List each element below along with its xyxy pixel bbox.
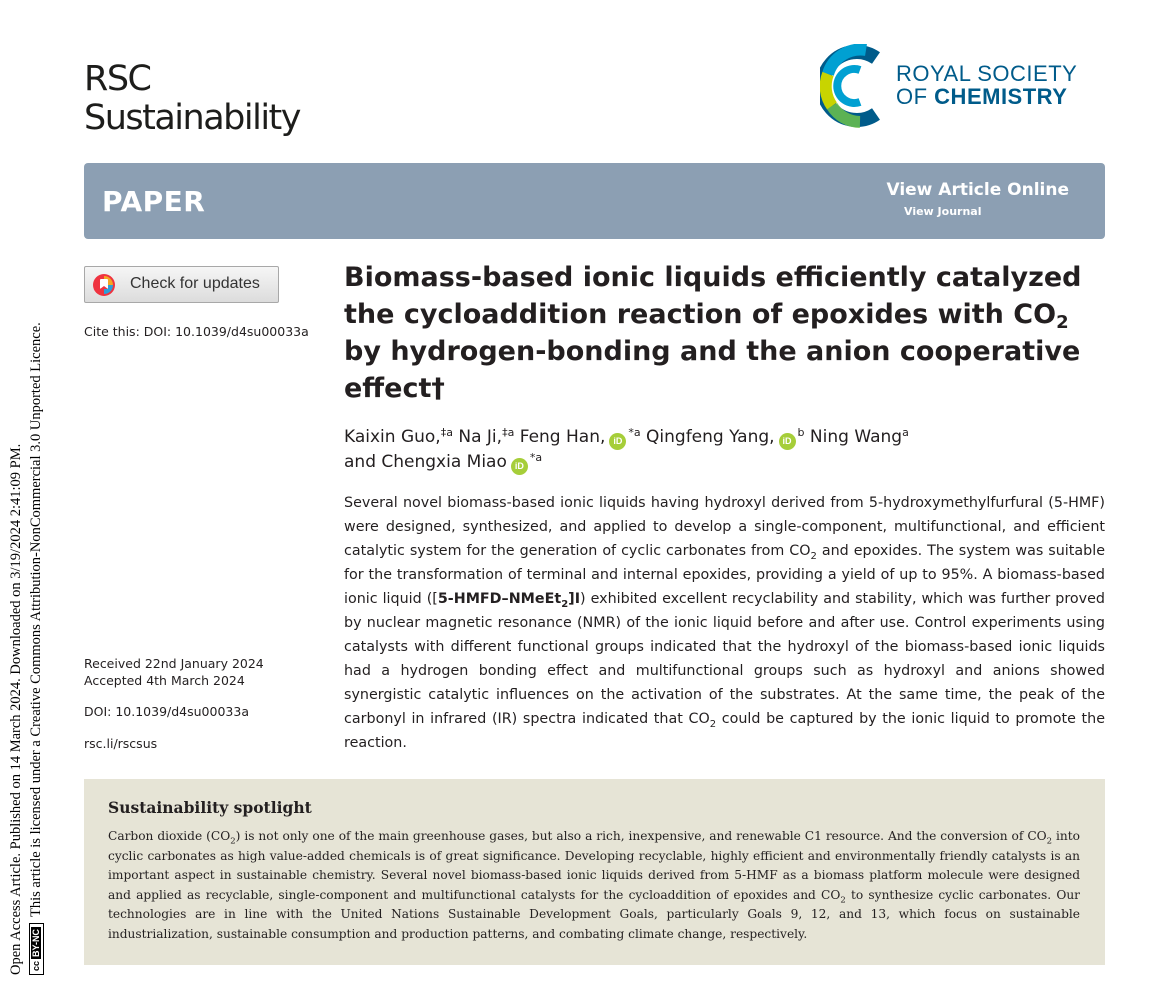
rsc-logo[interactable]: [820, 44, 1110, 128]
author-name[interactable]: Na Ji,: [452, 427, 503, 447]
footnote-dagger-link[interactable]: †: [431, 373, 445, 404]
publisher-name: ROYAL SOCIETY OF CHEMISTRY: [896, 61, 1078, 109]
check-for-updates-label: Check for updates: [130, 275, 260, 292]
author-name[interactable]: Ning Wang: [804, 427, 903, 447]
check-for-updates-button[interactable]: [84, 266, 279, 303]
orcid-icon[interactable]: iD: [779, 433, 796, 450]
orcid-icon[interactable]: iD: [609, 433, 626, 450]
publication-notice: Open Access Article. Published on 14 March 2024. Downloaded on 3/19/2024 2:41:09 PM.: [8, 443, 24, 975]
received-date: Received 22nd January 2024: [84, 656, 264, 671]
view-article-online-link[interactable]: View Article Online: [886, 180, 1069, 200]
sustainability-spotlight: [84, 779, 1105, 965]
rsc-logo-icon: [820, 44, 890, 128]
author-list: Kaixin Guo,$^{\ddagger a}$ Na Ji,$^{\ddagger a}$ Feng Han, $iD^{*a}$ Qingfeng Yang, $iD^b$ Ning Wang$^a$ and Chengxia Miao $iD^{*a}$: [344, 425, 1104, 475]
orcid-icon[interactable]: iD: [511, 458, 528, 475]
spotlight-heading: Sustainability spotlight: [108, 798, 312, 817]
author-name[interactable]: Kaixin Guo,: [344, 427, 441, 447]
abstract: Several novel biomass-based ionic liquids having hydroxyl derived from 5-hydroxymethylfurfural (5-HMF) were designed, synthesized, and applied to develop a single-component, multifunctional, and efficient catalytic system for the generation of cyclic carbonates from $CO_2$ and epoxides. The system was suitable for the transformation of terminal and internal epoxides, providing a yield of up to 95%. A biomass-based ionic liquid ([5-HMFD–NMeEt$_2$]I) exhibited excellent recyclability and stability, which was further proved by nuclear magnetic resonance (NMR) of the ionic liquid before and after use. Control experiments using catalysts with different functional groups indicated that the hydroxyl of the biomass-based ionic liquids had a hydrogen bonding effect and multifunctional groups such as hydroxyl and anions showed synergistic catalytic influences on the activation of the substrates. At the same time, the peak of the carbonyl in infrared (IR) spectra indicated that $CO_2$ could be captured by the ionic liquid to promote the reaction.: [344, 495, 1105, 751]
crossmark-icon: [92, 273, 116, 297]
licence-sidebar: [6, 0, 52, 985]
cc-by-nc-icon[interactable]: ccBY-NC: [29, 923, 44, 975]
licence-text-block: [6, 175, 50, 975]
licence-line: [26, 175, 46, 975]
doi: DOI: 10.1039/d4su00033a: [84, 704, 249, 719]
article-title: Biomass-based ionic liquids efficiently catalyzed the cycloaddition reaction of epoxides with $CO_2$ by hydrogen-bonding and the anion cooperative effect†: [344, 262, 1082, 404]
spotlight-text: Carbon dioxide $(CO_2)$ is not only one of the main greenhouse gases, but also a rich, inexpensive, and renewable C1 resource. And the conversion of $CO_2$ into cyclic carbonates as high value-added chemicals is of great significance. Developing recyclable, highly efficient and environmentally friendly catalysts is an important aspect in sustainable chemistry. Several novel biomass-based ionic liquids derived from 5-HMF as a biomass platform molecule were designed and applied as recyclable, single-component and multifunctional catalysts for the cycloaddition of epoxides and $CO_2$ to synthesize cyclic carbonates. Our technologies are in line with the United Nations Sustainable Development Goals, particularly Goals 9, 12, and 13, which focus on sustainable industrialization, sustainable consumption and production patterns, and combating climate change, respectively.: [108, 829, 1080, 941]
author-name[interactable]: Qingfeng Yang,: [640, 427, 775, 447]
author-name[interactable]: and Chengxia Miao: [344, 452, 507, 472]
author-name[interactable]: Feng Han,: [514, 427, 606, 447]
publication-dates: [84, 655, 264, 689]
licence-link[interactable]: This article is licensed under a Creative Commons Attribution-NonCommercial 3.0 Unported Licence.: [28, 322, 44, 917]
article-type-banner: [84, 163, 1105, 239]
cite-this: Cite this: DOI: 10.1039/d4su00033a: [84, 324, 309, 339]
article-type: PAPER: [102, 185, 206, 218]
accepted-date: Accepted 4th March 2024: [84, 673, 245, 688]
journal-title: RSC Sustainability: [84, 59, 300, 138]
view-journal-link[interactable]: View Journal: [904, 205, 982, 218]
journal-short-url[interactable]: rsc.li/rscsus: [84, 736, 158, 751]
